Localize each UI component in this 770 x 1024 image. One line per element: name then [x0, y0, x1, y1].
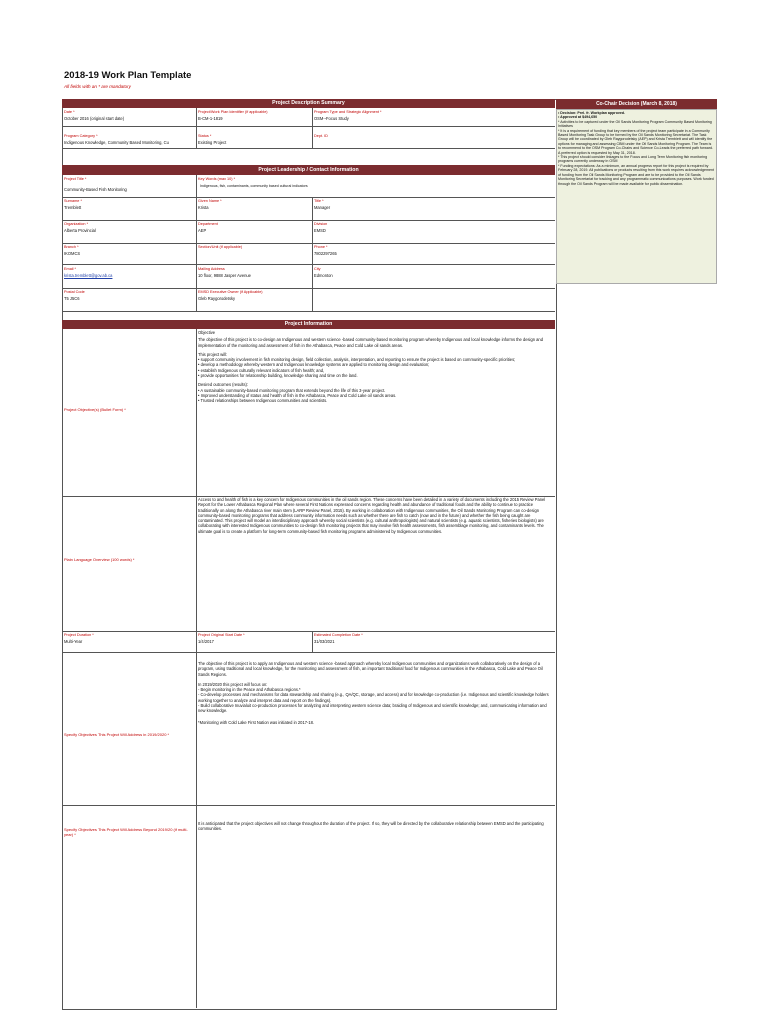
objectives-2019-item: - Co-develop processes and mechanisms for data stewardship and sharing (e.g., QA/QC, storage, and access) and for knowledge co-production (i.e. Indigenous and scientific knowledge holders working together to analyze and interpret data and report on the findings). — [198, 692, 549, 703]
date-value[interactable]: October 2016 (original start date) — [64, 116, 125, 121]
objectives-heading: Objective — [198, 330, 216, 335]
keywords-label: Key Words (max 10) * — [198, 177, 236, 181]
divider — [62, 243, 555, 244]
completion-date-value[interactable]: 31/03/2021 — [314, 639, 335, 644]
decision-note: * Activities to be captured under the Oil Sands Monitoring Program Community Based Monitoring Initiatives — [558, 119, 712, 129]
objectives-paragraph: The objective of this project is to co-design an Indigenous and western science -based community-based monitoring program whereby Indigenous and local knowledge informs the design and implementation of the monitoring and assessment of fish in the Athabasca, Peace and Cold Lake oil sands areas. — [198, 337, 543, 348]
decision-note: * It is a requirement of funding that key members of the project team participate in a Community Based Monitoring Task Group to be formed by the Oil Sands Monitoring Secretariat. The Task Group will be coordinated by Gleb Raygorodetsky (AEP) and Krista Tremblett and will identify the options for managing and assessing CBM under the Oil Sands Monitoring Program. The Team is to recommend to the OSM Program Co-Chairs and Science Co-Leads the preferred path forward. A preferred option is requested by May 31, 2018. — [558, 128, 714, 155]
original-start-label: Project Original Start Date * — [198, 633, 245, 637]
section-leadership-header: Project Leadership / Contact Information — [62, 165, 555, 175]
department-label: Department — [198, 222, 218, 226]
executive-owner-label: EMSD Executive Owner (if Applicable) — [198, 290, 263, 294]
page-title: 2018-19 Work Plan Template — [64, 70, 192, 81]
objectives-2019-intro: In 2019/2020 this project will focus on: — [198, 681, 268, 687]
organization-value[interactable]: Alberta Provincial — [64, 228, 96, 233]
division-value[interactable]: EMSD — [314, 228, 326, 233]
city-value[interactable]: Edmonton — [314, 273, 333, 278]
original-start-value[interactable]: 1/4/2017 — [198, 639, 214, 644]
co-chair-decision-text — [558, 111, 715, 186]
program-type-label: Program Type and Strategic Alignment * — [314, 110, 382, 114]
postal-code-label: Postal Code — [64, 290, 85, 294]
division-label: Division — [314, 222, 328, 226]
project-title-label: Project Title * — [64, 177, 87, 181]
workplan-id-label: Project/Work Plan Identifier (if applicable) — [198, 110, 268, 114]
outcomes-intro: Desired outcomes (results): — [198, 382, 249, 388]
divider — [312, 631, 313, 652]
job-title-value[interactable]: Manager — [314, 205, 331, 210]
objectives-2019-item: - Begin monitoring in the Peace and Athabasca regions.* — [198, 687, 301, 693]
outcomes-bullet: • Trusted relationships between Indigenous communities and scientists. — [198, 398, 328, 404]
completion-date-label: Estimated Completion Date * — [314, 633, 363, 637]
divider — [62, 148, 555, 149]
branch-value[interactable]: IKOMCS — [64, 251, 81, 256]
plain-language-label: Plain Language Overview (100 words) * — [64, 557, 135, 562]
section-unit-label: Section/Unit (if applicable) — [198, 245, 243, 249]
mandatory-note: All fields with an * are mandatory — [64, 84, 131, 89]
objectives-2019-note: *Monitoring with Cold Lake First Nation was initiated in 2017-18. — [198, 719, 315, 725]
divider — [312, 108, 313, 148]
co-chair-decision-header: Co-Chair Decision (March 8, 2018) — [556, 99, 717, 109]
dept-id-label: Dept. ID — [314, 134, 328, 138]
objectives-2019-text[interactable] — [198, 661, 550, 727]
divider — [62, 631, 555, 632]
department-value[interactable]: AEP — [198, 228, 207, 233]
objectives-bullet: • establish Indigenous culturally relevant indicators of fish health; and, — [198, 367, 325, 373]
divider — [196, 108, 197, 148]
divider — [62, 805, 555, 806]
objectives-2019-label: Specify Objectives This Project Will Address in 2019/2020 * — [64, 732, 170, 737]
surname-label: Surname * — [64, 199, 82, 203]
phone-value[interactable]: 7802297265 — [314, 251, 337, 256]
divider — [312, 197, 313, 311]
divider — [62, 264, 555, 265]
given-name-label: Given Name * — [198, 199, 222, 203]
objectives-2019-item: - Build collaborative Inuvialuit co-production processes for analyzing and interpreting western science data; braiding of Indigenous and scientific knowledge; and, communicating information and new knowledge. — [198, 703, 547, 714]
decision-line: • Decision: Prel. fr. Workplan approved. — [558, 111, 626, 115]
duration-label: Project Duration * — [64, 633, 94, 637]
objectives-bullet: • develop a methodology whereby western and Indigenous knowledge systems are applied to monitoring design and evaluation; — [198, 362, 430, 368]
city-label: City — [314, 267, 321, 271]
objectives-beyond-label: Specify Objectives This Project Will Address Beyond 2019/20 (if multi-year) * — [64, 827, 188, 837]
divider — [196, 329, 197, 1008]
divider — [62, 311, 555, 312]
program-type-value[interactable]: OSM--Focus Study — [314, 116, 349, 121]
postal-code-value[interactable]: T5 J5C6 — [64, 296, 80, 301]
project-title-value[interactable]: Community-Based Fish Monitoring — [64, 187, 127, 192]
objectives-text[interactable] — [198, 330, 550, 404]
organization-label: Organization * — [64, 222, 89, 226]
objectives-bullet: • provide opportunities for relationship building, knowledge sharing and time on the land. — [198, 373, 358, 379]
divider — [62, 220, 555, 221]
divider — [62, 126, 555, 127]
decision-note: * Funding expectations: As a minimum, an annual progress report for this project is required by February 28, 2019. All publications or products resulting from this work requires acknowledgement of funding from the Oil Sands Monitoring Program and are to be provided to the Oil Sands Monitoring Secretariat for tracking and any programmatic communications purposes. Work funded through the Oil Sands Program will be made available for public dissemination. — [558, 163, 715, 186]
date-label: Date * — [64, 110, 75, 114]
divider — [62, 652, 555, 653]
outcomes-bullet: • Improved understanding of status and health of fish in the Athabasca, Peace and Cold Lake oil sands areas. — [198, 392, 397, 398]
mailing-address-value[interactable]: 10 floor, 9888 Jasper Avenue — [198, 273, 251, 278]
section-information-header: Project Information — [62, 320, 555, 329]
keywords-value[interactable]: Indigenous, fish, contaminants, community based cultural indicators — [200, 184, 308, 188]
executive-owner-value[interactable]: Gleb Raygorodetsky — [198, 296, 236, 301]
job-title-label: Title * — [314, 199, 324, 203]
program-category-value[interactable]: Indigenous Knowledge, Community Based Monitoring, Cu — [64, 140, 169, 145]
plain-language-text[interactable]: Access to and health of fish is a key concern for Indigenous communities in the oil sands region. These concerns have been detailed in a variety of documents including the 2015 Review Panel Report for the Lower Athabasca Regional Plan where several First Nations expressed concerns regarding health and abundance of traditional foods and the ability to continue to practice traditionally on along the Athabasca river main stem (LARP Review Panel, 2015). By working in collaboration with Indigenous communities, the Oil Sands Monitoring Program can co-design community-based monitoring programs that address community information needs such as whether there are fish to catch (now and in the future) and whether the fish being caught are contaminated. This project will model an interdisciplinary approach whereby social scientists (e.g. cultural anthropologists) and natural scientists (e.g. aquatic scientists, fisheries biologists) are collaborating with interested Indigenous communities to co-design fish monitoring projects that may involve fish health assessments, fish assemblage monitoring, and contaminants levels. The ultimate goal is to create a platform for long-term community-based fish monitoring programs administered by Indigenous communities. — [198, 497, 546, 534]
section-description-header: Project Description Summary — [62, 99, 555, 108]
objectives-2019-paragraph: The objective of this project is to apply an Indigenous and western science -based approach whereby local Indigenous communities and organizations work collaboratively on the design of a program, using traditional and local knowledge, for the monitoring and assessment of fish, an important traditional food for Indigenous communities in the Athabasca, Cold Lake and Peace Oil Sands Regions. — [198, 661, 543, 677]
objectives-bullet: • support community involvement in fish monitoring design, field collection, analysis, interpretation, and reporting to ensure the project is based on community-specific priorities; — [198, 357, 516, 363]
divider — [62, 288, 555, 289]
objectives-beyond-text[interactable]: It is anticipated that the project objectives will not change throughout the duration of the project. If so, they will be directed by the collaborative relationship between EMSD and the participating communities. — [198, 821, 544, 832]
decision-note: * This project should consider linkages to the Focus and Long Term Monitoring fish monitoring programs currently underway in OSM — [558, 155, 708, 164]
decision-amount: • Approved at $494,650 — [558, 115, 598, 120]
objectives-label: Project Objective(s) (Bullet Form) * — [64, 407, 126, 412]
status-value[interactable]: Existing Project — [198, 140, 227, 145]
workplan-id-value[interactable]: B-CM-1-1819 — [198, 116, 223, 121]
form-frame — [62, 99, 557, 1010]
email-label: Email * — [64, 267, 77, 271]
given-name-value[interactable]: Krista — [198, 205, 209, 210]
program-category-label: Program Category * — [64, 134, 98, 138]
mailing-address-label: Mailing Address — [198, 267, 225, 271]
outcomes-bullet: • A sustainable community-based monitoring program that extends beyond the life of this 3-year project. — [198, 387, 386, 393]
surname-value[interactable]: Tremblett — [64, 205, 82, 210]
email-value[interactable]: krista.tremblett@gov.ab.ca — [64, 273, 113, 278]
branch-label: Branch * — [64, 245, 79, 249]
phone-label: Phone * — [314, 245, 328, 249]
duration-value[interactable]: Multi-Year — [64, 639, 83, 644]
status-label: Status * — [198, 134, 212, 138]
objectives-intro: This project will: — [198, 351, 228, 357]
divider — [62, 197, 555, 198]
